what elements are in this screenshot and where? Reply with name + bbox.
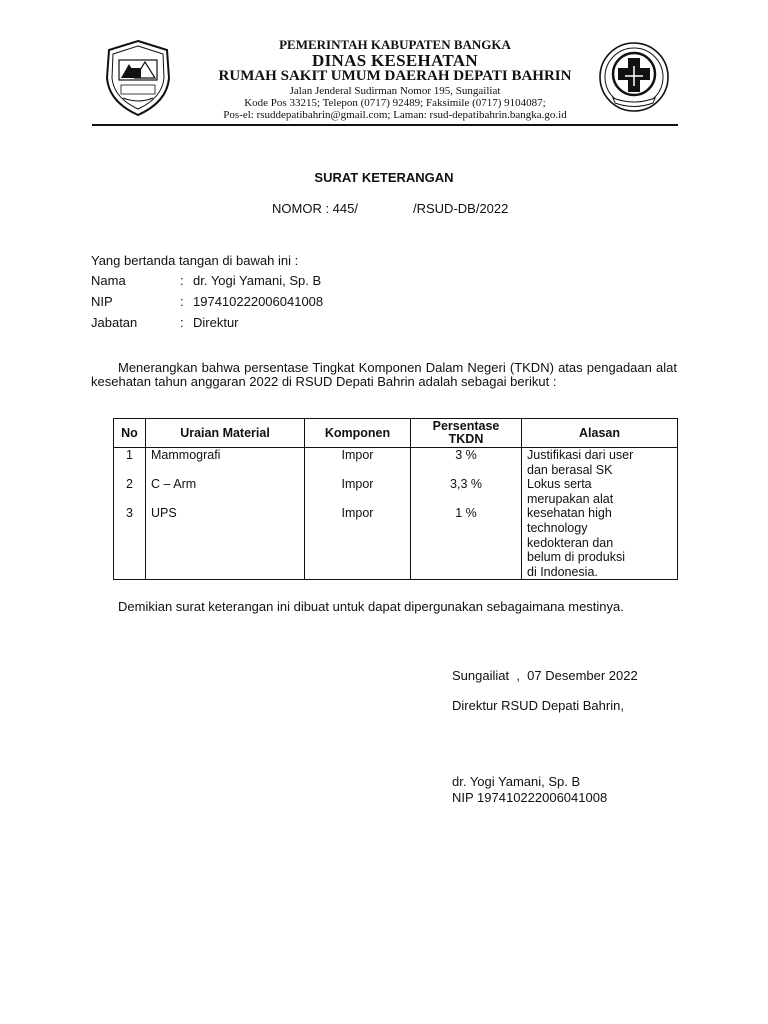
alasan-line: merupakan alat xyxy=(527,491,614,506)
signature-position: Direktur RSUD Depati Bahrin, xyxy=(452,698,624,713)
document-number-label: NOMOR : 445/ xyxy=(272,201,358,216)
identity-value-name: dr. Yogi Yamani, Sp. B xyxy=(193,273,322,288)
identity-sep-nip: : xyxy=(180,294,184,309)
identity-label-nip: NIP xyxy=(91,294,113,309)
header-alasan: Alasan xyxy=(522,419,678,448)
header-persentase: Persentase TKDN xyxy=(411,419,522,448)
body-paragraph: Menerangkan bahwa persentase Tingkat Komponen Dalam Negeri (TKDN) atas pengadaan alat kesehatan tahun anggaran 2022 di RSUD Depati Bahrin adalah sebagai berikut : xyxy=(91,360,677,389)
komponen-column xyxy=(305,448,411,580)
letterhead-email-web: Pos-el: rsuddepatibahrin@gmail.com; Laman: rsud-depatibahrin.bangka.go.id xyxy=(223,109,567,121)
row-komponen: Impor xyxy=(341,477,374,491)
rsud-depati-bahrin-logo xyxy=(597,40,671,114)
identity-value-jabatan: Direktur xyxy=(193,315,239,330)
intro-text: Yang bertanda tangan di bawah ini : xyxy=(91,253,299,268)
row-material: UPS xyxy=(151,506,177,520)
header-material: Uraian Material xyxy=(146,419,305,448)
header-no: No xyxy=(114,419,146,448)
alasan-line: kedokteran dan xyxy=(527,535,614,550)
row-no: 3 xyxy=(126,506,133,520)
row-komponen: Impor xyxy=(341,506,374,520)
letterhead-department: DINAS KESEHATAN xyxy=(312,51,478,70)
alasan-line: kesehatan high xyxy=(527,506,612,521)
signature-nip: NIP 197410222006041008 xyxy=(452,790,608,805)
row-no: 2 xyxy=(126,477,133,491)
alasan-cell xyxy=(522,448,678,580)
closing-text: Demikian surat keterangan ini dibuat untuk dapat dipergunakan sebagaimana mestinya. xyxy=(118,599,624,614)
row-persentase: 1 % xyxy=(455,506,477,520)
kabupaten-bangka-logo xyxy=(101,38,175,118)
identity-sep-jabatan: : xyxy=(180,315,184,330)
header-komponen: Komponen xyxy=(305,419,411,448)
letterhead-contact: Kode Pos 33215; Telepon (0717) 92489; Faksimile (0717) 9104087; xyxy=(244,97,546,109)
alasan-line: belum di produksi xyxy=(527,550,625,565)
document-title: SURAT KETERANGAN xyxy=(314,170,454,185)
row-persentase: 3 % xyxy=(455,448,477,462)
row-persentase: 3,3 % xyxy=(450,477,482,491)
alasan-line: di Indonesia. xyxy=(527,564,598,579)
document-number-suffix: /RSUD-DB/2022 xyxy=(413,201,509,216)
table-header-row xyxy=(114,419,678,448)
alasan-line: Lokus serta xyxy=(527,477,592,492)
tkdn-table xyxy=(113,418,678,580)
row-komponen: Impor xyxy=(341,448,374,462)
letterhead-divider xyxy=(92,124,678,126)
identity-sep-name: : xyxy=(180,273,184,288)
material-column xyxy=(146,448,305,580)
alasan-line: Justifikasi dari user xyxy=(527,448,634,462)
row-material: C – Arm xyxy=(151,477,197,491)
alasan-line: dan berasal SK xyxy=(527,462,613,477)
identity-label-name: Nama xyxy=(91,273,126,288)
alasan-line: technology xyxy=(527,520,588,535)
identity-label-jabatan: Jabatan xyxy=(91,315,138,330)
table-row xyxy=(114,448,678,580)
identity-value-nip: 197410222006041008 xyxy=(193,294,324,309)
row-material: Mammografi xyxy=(151,448,221,462)
no-column xyxy=(114,448,146,580)
letterhead-address: Jalan Jenderal Sudirman Nomor 195, Sungailiat xyxy=(289,85,501,97)
signature-place-date: Sungailiat , 07 Desember 2022 xyxy=(452,668,638,683)
persentase-column xyxy=(411,448,522,580)
letterhead-government: PEMERINTAH KABUPATEN BANGKA xyxy=(279,37,511,52)
signature-name: dr. Yogi Yamani, Sp. B xyxy=(452,774,581,789)
row-no: 1 xyxy=(126,448,133,462)
letterhead-hospital: RUMAH SAKIT UMUM DAERAH DEPATI BAHRIN xyxy=(218,68,572,84)
